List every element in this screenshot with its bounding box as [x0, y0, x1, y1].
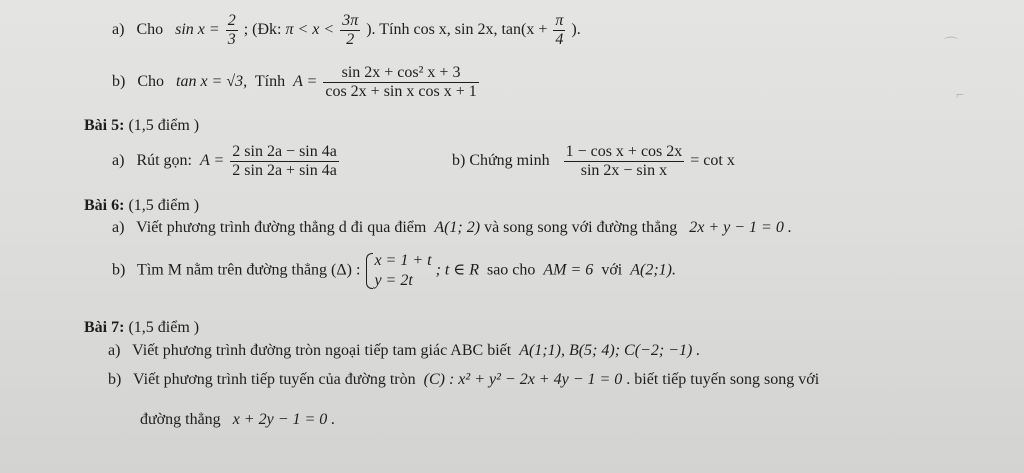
cho-word: Cho — [136, 21, 164, 39]
exercise-4a — [112, 12, 581, 49]
exercise-6b — [112, 251, 676, 291]
fraction-numerator: 2 — [227, 12, 236, 29]
parameter-domain: ; t ∈ R — [435, 261, 479, 279]
fraction-pi-4 — [553, 12, 565, 49]
bai7-points: (1,5 điểm ) — [128, 319, 200, 336]
bai5-heading — [84, 116, 199, 136]
line-task-text: Viết phương trình đường thẳng d đi qua điểm — [136, 219, 427, 236]
item-label: a) — [112, 21, 125, 39]
bai7-heading — [84, 318, 199, 338]
fraction-numerator: π — [555, 12, 564, 29]
bai6-heading — [84, 196, 199, 216]
bai6-points: (1,5 điểm ) — [128, 197, 200, 214]
paper-mark: ⌒ — [944, 38, 958, 53]
item-label: a) — [108, 342, 121, 359]
fraction-numerator: 3π — [342, 12, 359, 29]
bai6-title: Bài 6: — [84, 197, 125, 214]
prove-label: b) Chứng minh — [452, 152, 550, 170]
simplify-word: Rút gọn: — [136, 152, 192, 170]
with-text: với — [601, 261, 623, 279]
simplify-fraction — [230, 143, 339, 180]
line-equation: 2x + y − 1 = 0 . — [689, 219, 792, 236]
sin-expr: sin x = — [175, 21, 220, 39]
exercise-4b — [112, 64, 481, 101]
tinh-word: Tính — [254, 73, 286, 91]
a-variable: A = — [200, 152, 225, 170]
prove-rhs: = cot x — [690, 152, 735, 170]
triangle-points: A(1;1), B(5; 4); C(−2; −1) . — [519, 342, 701, 359]
a-variable: A = — [293, 73, 318, 91]
parallel-line-equation: x + 2y − 1 = 0 . — [232, 411, 336, 428]
exercise-5b — [452, 143, 735, 180]
exercise-7b — [108, 370, 819, 390]
fraction-denominator: 2 sin 2a + sin 4a — [232, 162, 337, 179]
tangent-condition-text: . biết tiếp tuyến song song với — [626, 371, 820, 388]
paper-mark: ⌐ — [956, 88, 964, 103]
task-text: ). Tính cos x, sin 2x, tan(x + — [366, 21, 548, 39]
item-label: b) — [112, 261, 126, 279]
fraction-denominator: 2 — [346, 31, 355, 48]
fraction-3pi-2 — [340, 12, 360, 49]
bai7-title: Bài 7: — [84, 319, 125, 336]
exercise-6a — [112, 218, 792, 238]
fraction-2-3 — [226, 12, 238, 49]
expression-fraction — [323, 64, 478, 101]
point-a2: A(2;1). — [630, 261, 676, 279]
item-label: a) — [112, 219, 125, 236]
fraction-denominator: sin 2x − sin x — [580, 162, 668, 179]
tan-expr: tan x = √3, — [176, 73, 248, 91]
system-row-y: y = 2t — [374, 272, 413, 289]
circle-equation: (C) : x² + y² − 2x + 4y − 1 = 0 — [423, 371, 623, 388]
exercise-5a — [112, 143, 341, 180]
bai5-title: Bài 5: — [84, 117, 125, 134]
bai5-points: (1,5 điểm ) — [128, 117, 200, 134]
fraction-numerator: sin 2x + cos² x + 3 — [323, 64, 478, 83]
exercise-7a — [108, 341, 700, 361]
item-label: a) — [112, 152, 125, 170]
task-end: ). — [571, 21, 581, 39]
item-label: b) — [112, 73, 126, 91]
line-word: đường thẳng — [140, 411, 221, 428]
fraction-denominator: 3 — [227, 31, 236, 48]
fraction-denominator: 4 — [555, 31, 564, 48]
fraction-numerator: 2 sin 2a − sin 4a — [232, 143, 337, 160]
tangent-task-text: Viết phương trình tiếp tuyến của đường tròn — [133, 371, 416, 388]
condition-prefix: ; (Đk: — [243, 21, 282, 39]
parallel-text: và song song với đường thẳng — [484, 219, 678, 236]
system-row-x: x = 1 + t — [374, 252, 432, 269]
point-a: A(1; 2) — [434, 219, 481, 236]
item-label: b) — [108, 371, 122, 388]
such-that-text: sao cho — [486, 261, 536, 279]
parametric-system — [364, 251, 431, 291]
fraction-numerator: 1 − cos x + cos 2x — [565, 143, 683, 160]
prove-fraction — [564, 143, 685, 180]
circle-task-text: Viết phương trình đường tròn ngoại tiếp tam giác ABC biết — [132, 342, 512, 359]
cho-word: Cho — [137, 73, 164, 91]
exercise-7b-continued — [140, 410, 335, 430]
fraction-denominator: cos 2x + sin x cos x + 1 — [325, 83, 477, 100]
find-m-text: Tìm M nằm trên đường thẳng (Δ) : — [137, 261, 361, 279]
condition-expr: π < x < — [285, 21, 335, 39]
distance-condition: AM = 6 — [543, 261, 594, 279]
